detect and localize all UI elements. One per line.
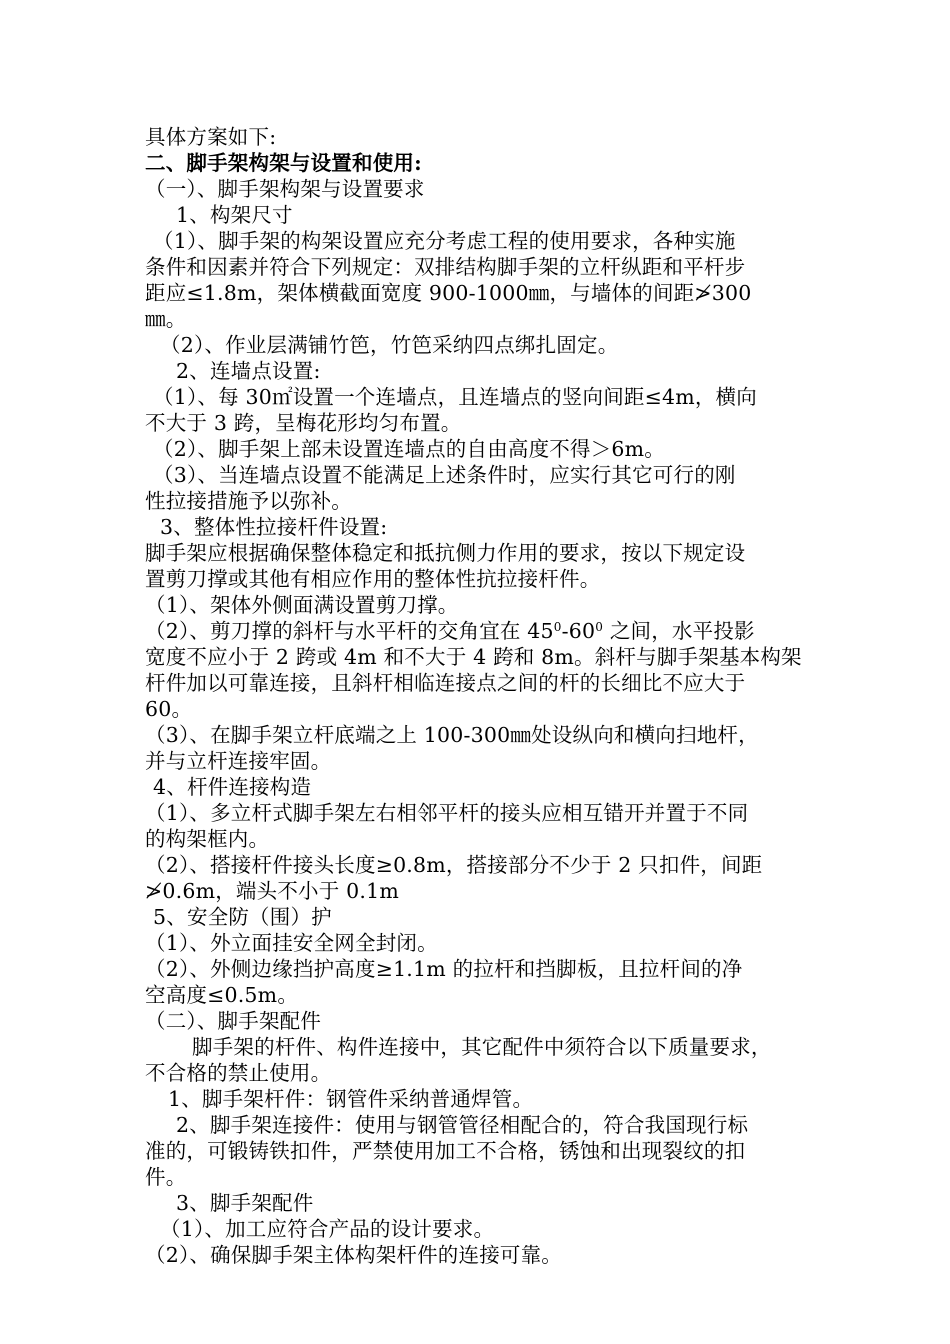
item-heading: 3、整体性拉接杆件设置: [160,515,388,539]
paragraph-line: 置剪刀撑或其他有相应作用的整体性抗拉接杆件。 [145,567,601,591]
paragraph-line: （1）、加工应符合产品的设计要求。 [160,1217,495,1241]
superscript: 0 [553,620,562,634]
paragraph-line: 不大于 3 跨，呈梅花形均匀布置。 [145,411,462,435]
paragraph-line: 2、脚手架连接件：使用与钢管管径相配合的，符合我国现行标 [176,1113,749,1137]
paragraph-line: ≯0.6m，端头不小于 0.1m [145,879,399,903]
paragraph-line [145,618,755,644]
paragraph-line: 准的，可锻铸铁扣件，严禁使用加工不合格，锈蚀和出现裂纹的扣 [145,1139,746,1163]
item-heading: 3、脚手架配件 [176,1191,314,1215]
item-heading: 4、杆件连接构造 [153,775,312,799]
paragraph-line: 距应≤1.8m，架体横截面宽度 900-1000㎜，与墙体的间距≯300 [145,281,752,305]
text-run: -60 [561,619,596,643]
item-heading: 1、构架尺寸 [176,203,293,227]
subsection-heading: （一）、脚手架构架与设置要求 [145,177,425,201]
subsection-heading: （二）、脚手架配件 [145,1009,322,1033]
paragraph-line: （2）、脚手架上部未设置连墙点的自由高度不得＞6m。 [153,437,665,461]
paragraph-line: （2）、作业层满铺竹笆，竹笆采纳四点绑扎固定。 [160,333,619,357]
paragraph-line: 宽度不应小于 2 跨或 4m 和不大于 4 跨和 8m。斜杆与脚手架基本构架 [145,645,802,669]
paragraph-line: 1、脚手架杆件：钢管件采纳普通焊管。 [168,1087,534,1111]
section-heading: 二、脚手架构架与设置和使用: [145,151,422,175]
paragraph-line: 杆件加以可靠连接，且斜杆相临连接点之间的杆的长细比不应大于 [145,671,746,695]
paragraph-line: 脚手架应根据确保整体稳定和抵抗侧力作用的要求，按以下规定设 [145,541,746,565]
paragraph-line: ㎜。 [145,307,187,331]
paragraph-line: 性拉接措施予以弥补。 [145,489,352,513]
paragraph-line: （1）、脚手架的构架设置应充分考虑工程的使用要求，各种实施 [153,229,736,253]
superscript: 0 [595,620,604,634]
paragraph-line: 并与立杆连接牢固。 [145,749,332,773]
paragraph-line: （1）、每 30㎡设置一个连墙点，且连墙点的竖向间距≤4m，横向 [153,385,757,409]
paragraph-line: （3）、在脚手架立杆底端之上 100-300㎜处设纵向和横向扫地杆， [145,723,759,747]
paragraph-line: 脚手架的杆件、构件连接中，其它配件中须符合以下质量要求， [192,1035,772,1059]
paragraph-line: 空高度≤0.5m。 [145,983,299,1007]
paragraph-line: 不合格的禁止使用。 [145,1061,332,1085]
paragraph-line: （1）、架体外侧面满设置剪刀撑。 [145,593,459,617]
paragraph-line: （3）、当连墙点设置不能满足上述条件时，应实行其它可行的刚 [153,463,736,487]
paragraph-line: 件。 [145,1165,187,1189]
paragraph-line: 条件和因素并符合下列规定：双排结构脚手架的立杆纵距和平杆步 [145,255,746,279]
paragraph-line: 的构架框内。 [145,827,270,851]
paragraph-line: （2）、确保脚手架主体构架杆件的连接可靠。 [145,1243,562,1267]
text-run: 之间，水平投影 [603,619,755,643]
paragraph-line: 60。 [145,697,193,721]
paragraph-line: （1）、多立杆式脚手架左右相邻平杆的接头应相互错开并置于不同 [145,801,749,825]
item-heading: 5、安全防（围）护 [153,905,332,929]
intro-line: 具体方案如下: [145,125,277,149]
paragraph-line: （2）、搭接杆件接头长度≥0.8m，搭接部分不少于 2 只扣件，间距 [145,853,763,877]
text-run: （2）、剪刀撑的斜杆与水平杆的交角宜在 45 [145,619,554,643]
item-heading: 2、连墙点设置: [176,359,321,383]
paragraph-line: （2）、外侧边缘挡护高度≥1.1m 的拉杆和挡脚板，且拉杆间的净 [145,957,743,981]
paragraph-line: （1）、外立面挂安全网全封闭。 [145,931,438,955]
